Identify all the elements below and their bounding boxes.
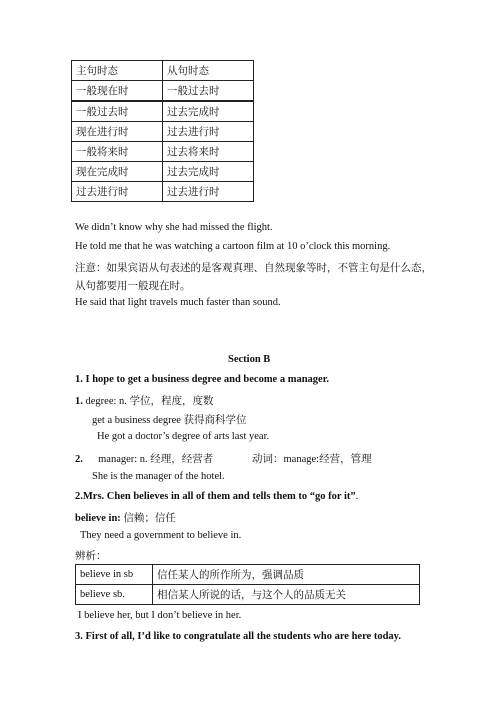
table-row — [76, 565, 420, 585]
example-sentence: He said that light travels much faster than sound. — [75, 297, 281, 308]
phrase-text: get a business degree 获得商科学位 — [92, 415, 247, 426]
example-sentence: They need a government to believe in. — [80, 530, 242, 541]
table-row — [72, 162, 254, 182]
comparison-table — [75, 564, 420, 605]
vocab-definition — [75, 510, 176, 525]
table-row — [72, 81, 254, 102]
item-number: 2. — [75, 454, 83, 465]
definition-text: 信赖；信任 — [120, 513, 176, 524]
table-cell: 过去将来时 — [163, 142, 254, 162]
table-row — [72, 101, 254, 122]
table-cell: believe in sb — [76, 565, 153, 585]
vocab-definition — [75, 451, 213, 466]
note-text: 从句都要用一般现在时。 — [75, 281, 191, 292]
table-cell: 一般过去时 — [163, 81, 254, 102]
table-cell: 信任某人的所作所为，强调品质 — [153, 565, 420, 585]
table-cell: 现在进行时 — [72, 122, 163, 142]
table-cell: 过去进行时 — [72, 182, 163, 202]
table-cell: believe sb. — [76, 585, 153, 605]
table-cell: 过去完成时 — [163, 101, 254, 122]
item-heading: 2.Mrs. Chen believes in all of them and tells them to “go for it”. — [75, 491, 359, 502]
table-header-cell: 主句时态 — [72, 61, 163, 81]
example-sentence: We didn’t know why she had missed the flight. — [75, 222, 273, 233]
definition-text: degree: n. 学位，程度，度数 — [85, 396, 214, 407]
table-header-cell: 从句时态 — [163, 61, 254, 81]
item-heading: 3. First of all, I’d like to congratulate all the students who are here today. — [75, 631, 401, 642]
table-row — [72, 142, 254, 162]
tense-table — [71, 60, 254, 202]
table-cell: 过去进行时 — [163, 182, 254, 202]
example-sentence: She is the manager of the hotel. — [92, 471, 225, 482]
definition-text: manager: n. 经理，经营者 — [98, 454, 214, 465]
analysis-label: 辨析： — [75, 551, 107, 562]
item-number: 1. — [75, 396, 83, 407]
table-cell: 一般将来时 — [72, 142, 163, 162]
table-cell: 过去进行时 — [163, 122, 254, 142]
section-title: Section B — [228, 354, 271, 365]
table-cell: 过去完成时 — [163, 162, 254, 182]
table-row — [72, 182, 254, 202]
example-sentence: He got a doctor’s degree of arts last year. — [97, 431, 270, 442]
verb-note: 动词：manage:经营，管理 — [252, 454, 372, 465]
note-text: 注意：如果宾语从句表述的是客观真理、自然现象等时，不管主句是什么态， — [75, 263, 432, 274]
table-cell: 现在完成时 — [72, 162, 163, 182]
table-cell: 相信某人所说的话，与这个人的品质无关 — [153, 585, 420, 605]
example-sentence: I believe her, but I don’t believe in her. — [78, 610, 242, 621]
example-sentence: He told me that he was watching a cartoon film at 10 o’clock this morning. — [75, 241, 391, 252]
table-row — [76, 585, 420, 605]
vocab-definition — [75, 393, 214, 408]
table-row — [72, 61, 254, 81]
table-cell: 一般现在时 — [72, 81, 163, 102]
table-row — [72, 122, 254, 142]
table-cell: 一般过去时 — [72, 101, 163, 122]
item-heading: 1. I hope to get a business degree and become a manager. — [75, 374, 330, 385]
term-label: believe in: — [75, 513, 121, 524]
